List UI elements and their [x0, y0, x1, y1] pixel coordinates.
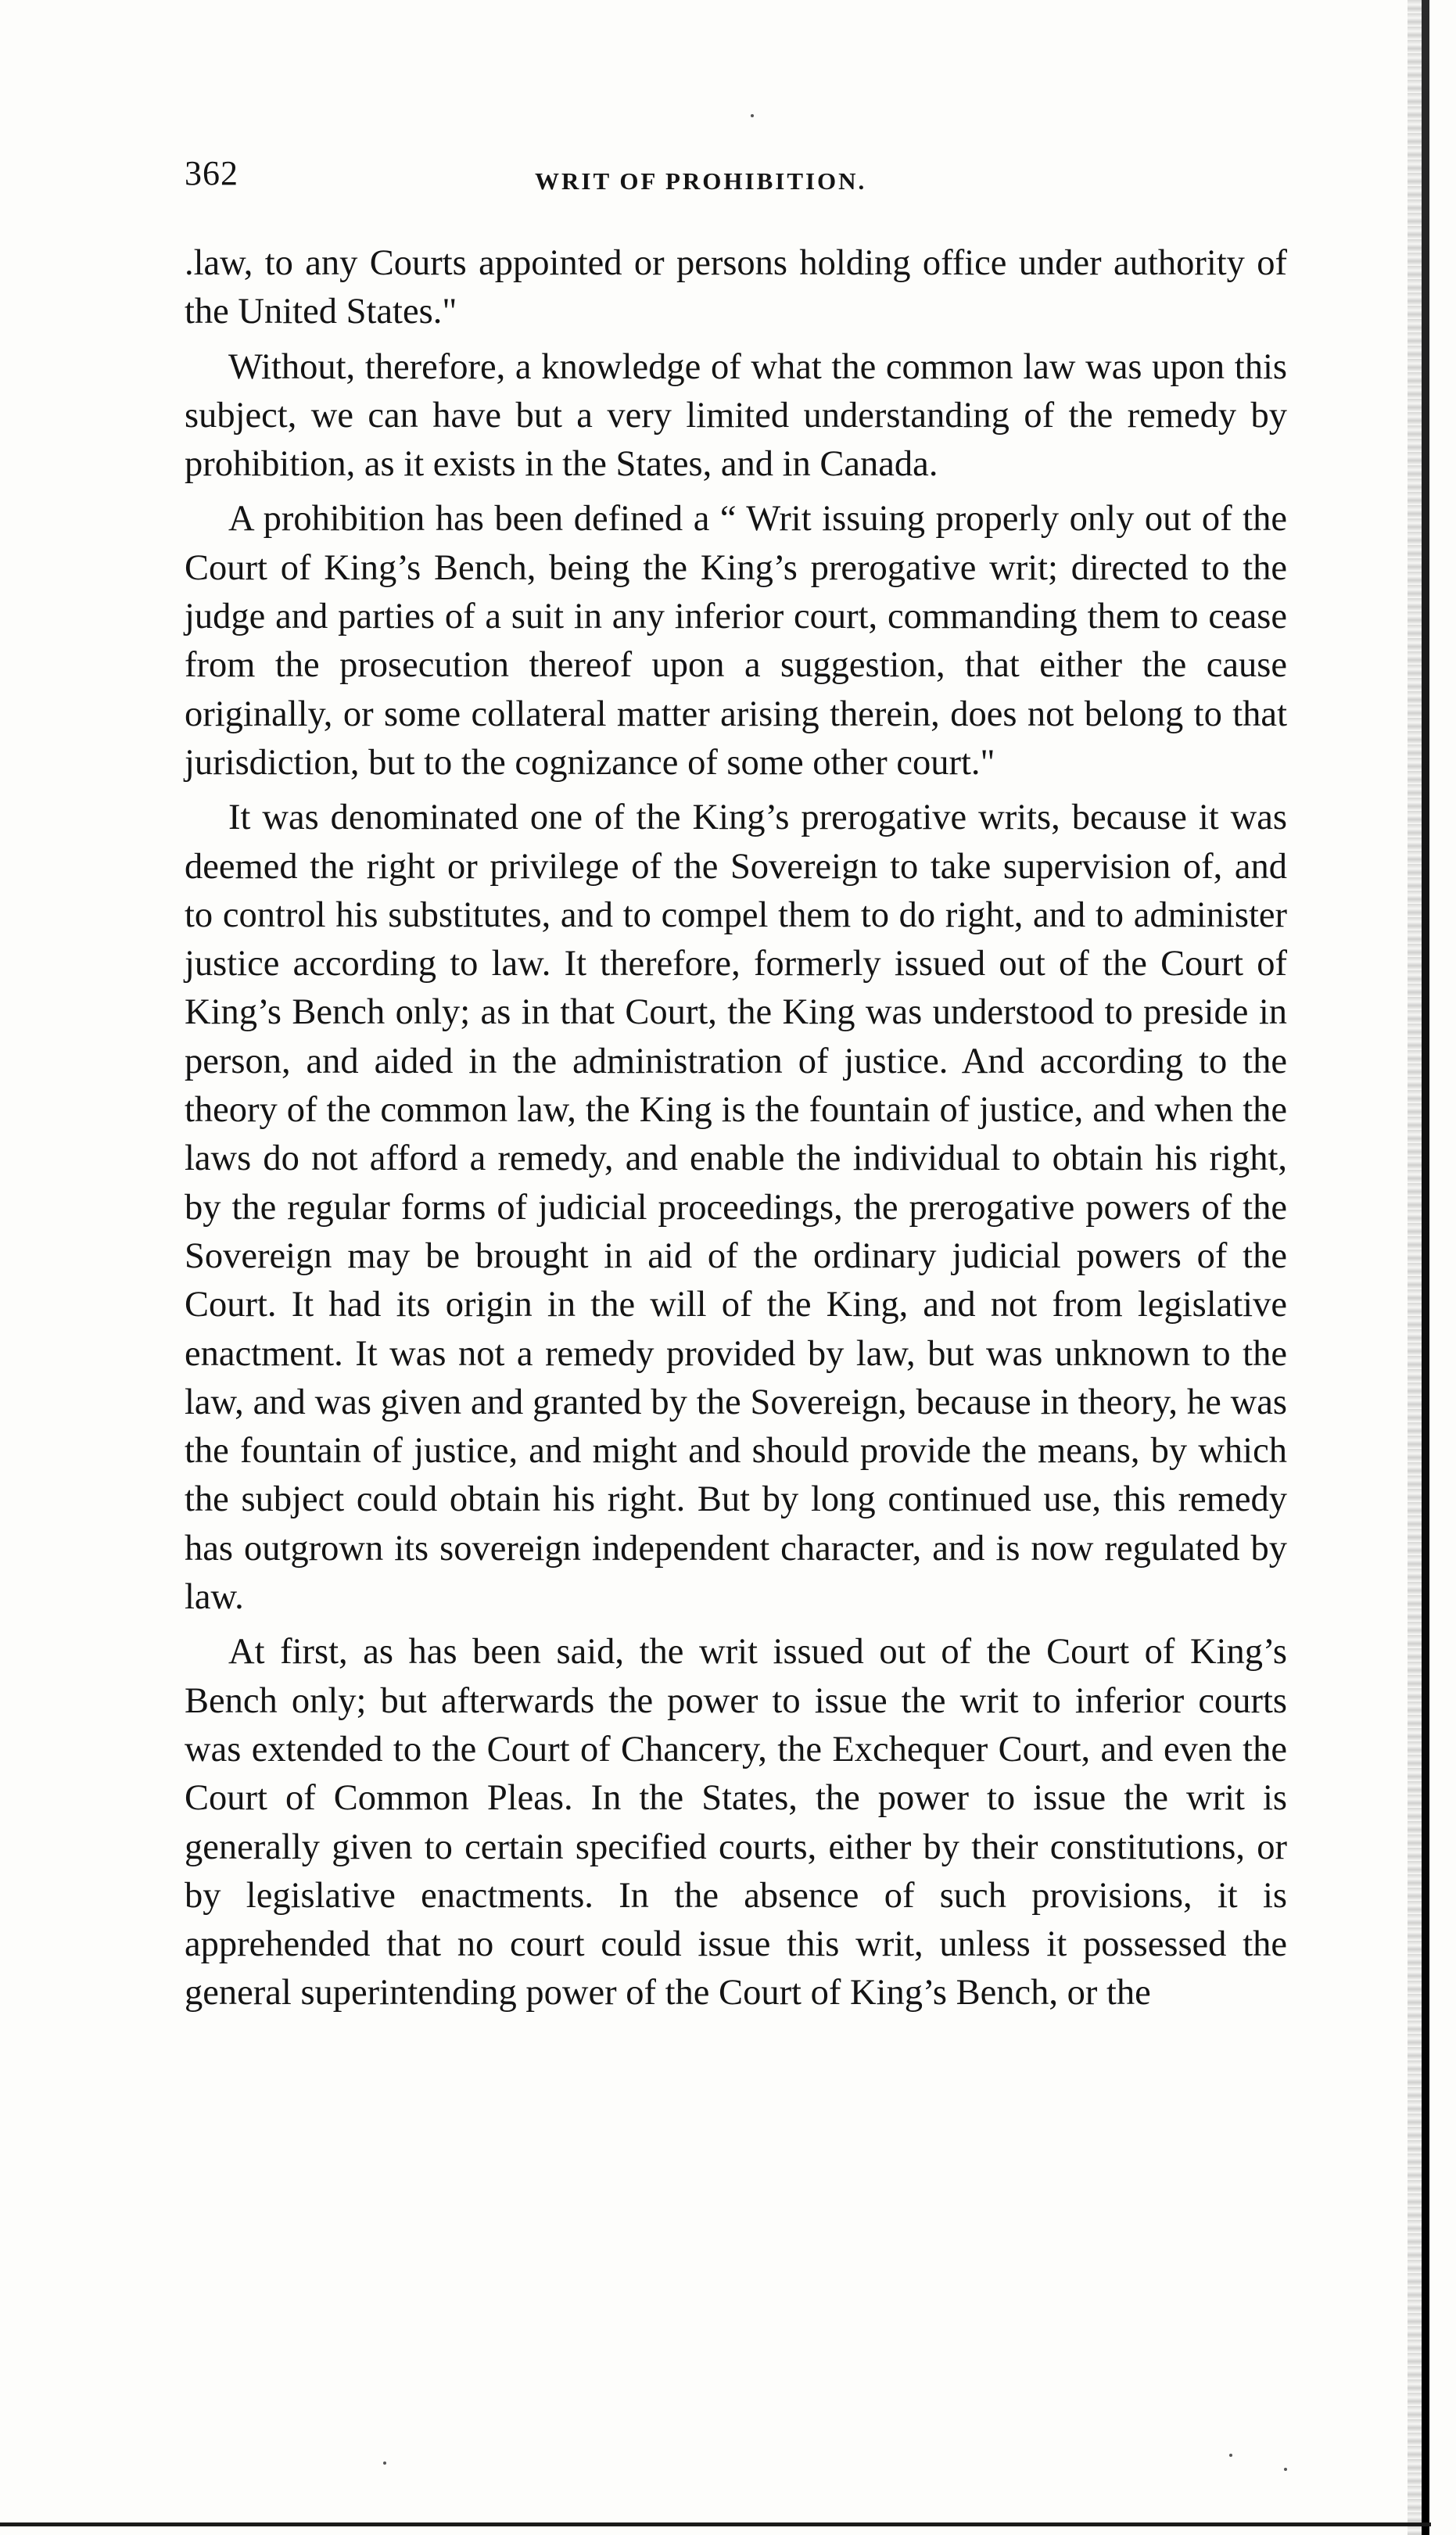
scan-speck — [1284, 2468, 1287, 2471]
scan-speck — [1229, 2454, 1232, 2457]
page-number: 362 — [185, 154, 238, 192]
running-title: WRIT OF PROHIBITION. — [535, 167, 867, 195]
running-head — [185, 153, 1287, 208]
paragraph: Without, therefore, a knowledge of what the common law was upon this subject, we can have but a very limited understanding of the remedy by prohibition, as it exists in the States, and in Canada. — [185, 346, 1287, 485]
paragraph: At first, as has been said, the writ issued out of the Court of King’s Bench only; but afterwards the power to issue the writ to inferior courts was extended to the Court of Chancery, the Exchequer Court, and even the Court of Common Pleas. In the States, the power to issue the writ is generally given to certain specified courts, either by their constitutions, or by legislative enactments. In the absence of such provisions, it is apprehended that no court could issue this writ, unless it possessed the general superintending power of the Court of King’s Bench, or the — [185, 1632, 1287, 2013]
paragraph: It was denominated one of the King’s prerogative writs, because it was deemed the right or privilege of the Sovereign to take supervision of, and to control his substitutes, and to compel them to do right, and to administer justice according to law. It therefore, formerly issued out of the Court of King’s Bench only; as in that Court, the King was understood to preside in person, and aided in the administration of justice. And according to the theory of the common law, the King is the fountain of justice, and when the laws do not afford a remedy, and enable the individual to obtain his right, by the regular forms of judicial proceedings, the prerogative powers of the Sovereign may be brought in aid of the ordinary judicial powers of the Court. It had its origin in the will of the King, and not from legislative enactment. It was not a remedy provided by law, but was unknown to the law, and was given and granted by the Sovereign, because in theory, he was the fountain of justice, and might and should provide the means, by which the subject could obtain his right. But by long continued use, this remedy has outgrown its sovereign independent character, and is now regulated by law. — [185, 798, 1287, 1618]
page-edge-line — [1422, 0, 1429, 2535]
body-text — [185, 239, 1287, 2018]
scan-bottom-edge — [0, 2522, 1431, 2526]
page-edge-texture — [1408, 0, 1422, 2535]
paragraph-continuation: .law, to any Courts appointed or persons holding office under authority of the United States." — [185, 243, 1287, 332]
scan-speck — [383, 2461, 386, 2465]
page-edge-shadow — [1408, 0, 1456, 2535]
scan-speck — [751, 114, 754, 117]
paragraph: A prohibition has been defined a “ Writ issuing properly only out of the Court of King’s Bench, being the King’s prerogative writ; directed to the judge and parties of a suit in any inferior court, commanding them to cease from the prosecution thereof upon a suggestion, that either the cause originally, or some collateral matter arising therein, does not belong to that jurisdiction, but to the cognizance of some other court." — [185, 499, 1287, 783]
